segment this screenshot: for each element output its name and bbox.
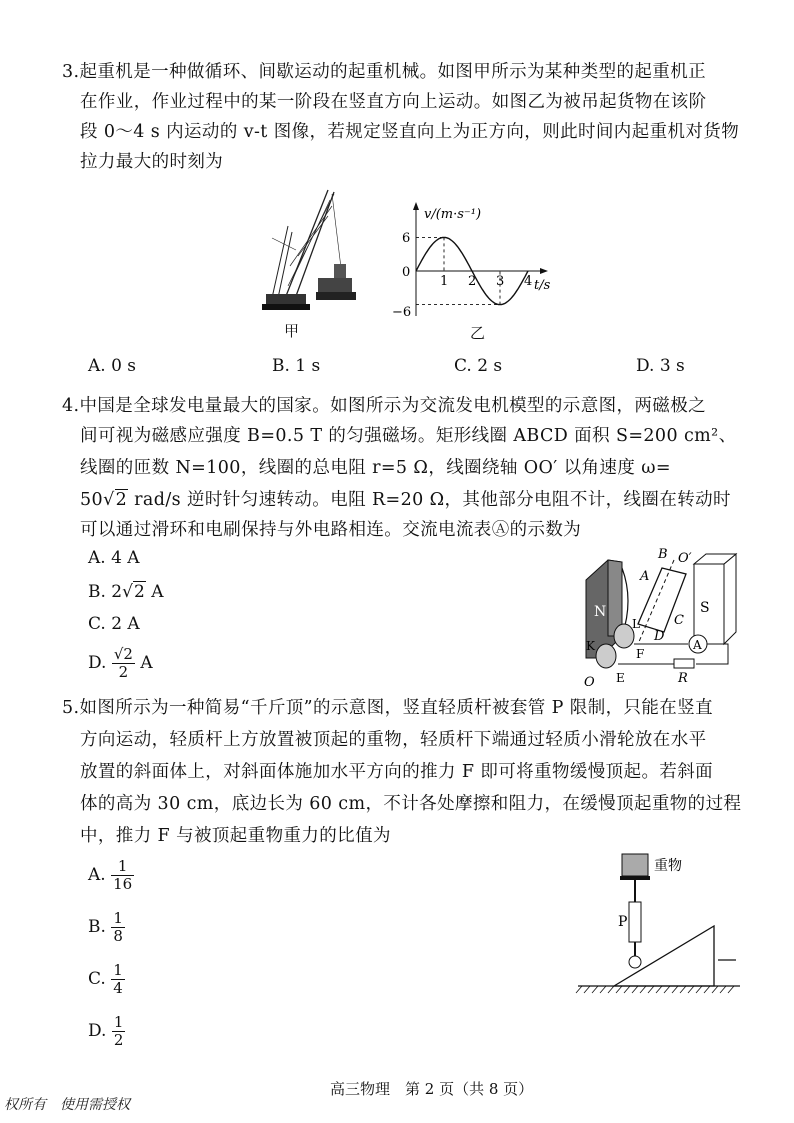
fraction-numerator: 1 bbox=[113, 961, 123, 979]
hatch-mark bbox=[688, 986, 694, 993]
q5-option-c bbox=[88, 962, 125, 997]
hatch-mark bbox=[720, 986, 726, 993]
hatch-mark bbox=[664, 986, 670, 993]
fraction-denominator: 2 bbox=[113, 1031, 124, 1049]
slip-ring-upper bbox=[614, 624, 634, 648]
q4-option-d-label: D. bbox=[88, 653, 107, 673]
y-tick-label-0: 0 bbox=[402, 265, 411, 280]
x-axis-arrow bbox=[540, 268, 548, 274]
q3-option-d: D. 3 s bbox=[636, 356, 685, 376]
weight-plate bbox=[620, 876, 650, 880]
fraction-denominator: 4 bbox=[113, 979, 123, 997]
hatch-mark bbox=[616, 986, 622, 993]
fraction bbox=[111, 962, 125, 997]
q4-option-b-unit: A bbox=[145, 582, 164, 602]
q4-option-b-prefix: B. 2 bbox=[88, 582, 123, 602]
vt-chart bbox=[366, 196, 556, 326]
q5-option-d bbox=[88, 1014, 125, 1049]
label-r: R bbox=[678, 671, 688, 686]
hatch-mark bbox=[592, 986, 598, 993]
sqrt-radicand: 2 bbox=[123, 645, 133, 663]
fig-label-yi: 乙 bbox=[470, 324, 486, 342]
pulley bbox=[629, 956, 641, 968]
x-tick-label-3: 3 bbox=[496, 274, 505, 289]
sqrt-radicand: 2 bbox=[133, 582, 145, 602]
label-f: F bbox=[636, 647, 645, 661]
label-l: L bbox=[632, 617, 640, 631]
hatch-mark bbox=[704, 986, 710, 993]
q3-option-a: A. 0 s bbox=[88, 356, 137, 376]
x-tick-label-1: 1 bbox=[440, 274, 449, 289]
fraction bbox=[111, 858, 134, 893]
jack-diagram bbox=[574, 850, 744, 1000]
hatch-mark bbox=[624, 986, 630, 993]
hatch-mark bbox=[584, 986, 590, 993]
fraction-numerator: 1 bbox=[111, 858, 134, 876]
q3-line-4: 拉力最大的时刻为 bbox=[80, 152, 224, 172]
x-tick-label-2: 2 bbox=[468, 274, 477, 289]
q3-line-1: 3.起重机是一种做循环、间歇运动的起重机械。如图甲所示为某种类型的起重机正 bbox=[62, 62, 706, 82]
x-tick-label-4: 4 bbox=[524, 274, 533, 289]
q4-option-c: C. 2 A bbox=[88, 614, 140, 634]
hatch-mark bbox=[672, 986, 678, 993]
label-e: E bbox=[616, 671, 625, 685]
y-axis-label: v/(m·s⁻¹) bbox=[424, 207, 482, 222]
sqrt-expression: √2 bbox=[103, 490, 128, 510]
q4-line-5: 可以通过滑环和电刷保持与外电路相连。交流电流表Ⓐ的示数为 bbox=[80, 520, 582, 540]
q4-line-4-rest: rad/s 逆时针匀速转动。电阻 R=20 Ω，其他部分电阻不计，线圈在转动时 bbox=[128, 490, 731, 510]
q3-option-b: B. 1 s bbox=[272, 356, 321, 376]
hatch-mark bbox=[600, 986, 606, 993]
q5-line-5: 中，推力 F 与被顶起重物重力的比值为 bbox=[80, 826, 391, 846]
y-tick-label-6: 6 bbox=[402, 231, 411, 246]
label-ammeter: A bbox=[693, 638, 702, 652]
page-footer: 高三物理 第 2 页（共 8 页） bbox=[330, 1080, 534, 1098]
label-c: C bbox=[674, 613, 684, 628]
option-label: A. bbox=[88, 865, 106, 885]
hatch-mark bbox=[696, 986, 702, 993]
q3-line-3: 段 0～4 s 内运动的 v-t 图像，若规定竖直向上为正方向，则此时间内起重机对货物 bbox=[80, 122, 740, 142]
x-axis-label: t/s bbox=[534, 278, 551, 293]
fraction bbox=[112, 1014, 126, 1049]
fraction-denominator: 8 bbox=[113, 927, 123, 945]
fraction-denominator: 2 bbox=[118, 663, 129, 681]
weight-block bbox=[622, 854, 648, 876]
option-label: B. bbox=[88, 917, 106, 937]
sqrt-expression: √2 bbox=[122, 582, 145, 602]
q3-option-c: C. 2 s bbox=[454, 356, 503, 376]
sqrt-radicand: 2 bbox=[115, 490, 128, 510]
hatch-mark bbox=[632, 986, 638, 993]
q4-option-a: A. 4 A bbox=[88, 548, 140, 568]
y-tick-label-neg6: −6 bbox=[392, 305, 412, 320]
fraction bbox=[111, 910, 125, 945]
q5-line-3: 放置的斜面体上，对斜面体施加水平方向的推力 F 即可将重物缓慢顶起。若斜面 bbox=[80, 762, 714, 782]
q5-option-b bbox=[88, 910, 125, 945]
label-d: D bbox=[654, 629, 665, 644]
q4-line-4-prefix: 50 bbox=[80, 490, 104, 510]
q4-option-d-unit: A bbox=[134, 653, 153, 673]
q4-line-2: 间可视为磁感应强度 B=0.5 T 的匀强磁场。矩形线圈 ABCD 面积 S=200 cm²、 bbox=[80, 426, 737, 446]
q4-option-d bbox=[88, 646, 153, 681]
resistor bbox=[674, 659, 694, 668]
sleeve-p bbox=[629, 902, 641, 942]
label-p: P bbox=[618, 914, 628, 930]
option-label: C. bbox=[88, 969, 106, 989]
q5-line-1: 5.如图所示为一种简易“千斤顶”的示意图，竖直轻质杆被套管 P 限制，只能在竖直 bbox=[62, 698, 713, 718]
hatch-mark bbox=[680, 986, 686, 993]
label-n: N bbox=[594, 604, 607, 620]
label-b: B bbox=[658, 547, 668, 562]
hatch-mark bbox=[576, 986, 582, 993]
generator-diagram bbox=[578, 540, 748, 690]
hatch-mark bbox=[728, 986, 734, 993]
q3-line-2: 在作业，作业过程中的某一阶段在竖直方向上运动。如图乙为被吊起货物在该阶 bbox=[80, 92, 707, 112]
q5-option-a bbox=[88, 858, 134, 893]
label-k: K bbox=[586, 639, 595, 653]
hatch-mark bbox=[648, 986, 654, 993]
hatch-mark bbox=[656, 986, 662, 993]
label-weight: 重物 bbox=[654, 858, 682, 874]
slip-ring-lower bbox=[596, 644, 616, 668]
s-magnet-side bbox=[724, 554, 736, 644]
fraction bbox=[112, 646, 135, 681]
hatch-mark bbox=[640, 986, 646, 993]
ground-hatching bbox=[576, 986, 734, 993]
label-o: O bbox=[584, 675, 595, 690]
fraction-numerator: √2 bbox=[113, 645, 133, 663]
y-axis-arrow bbox=[413, 202, 419, 210]
q4-option-b bbox=[88, 582, 163, 602]
label-a: A bbox=[640, 569, 650, 584]
hatch-mark bbox=[712, 986, 718, 993]
fig-label-jia: 甲 bbox=[284, 322, 300, 340]
fraction-denominator: 16 bbox=[113, 875, 133, 893]
watermark-text: 权所有 使用需授权 bbox=[4, 1097, 130, 1113]
fraction-numerator: 1 bbox=[113, 909, 123, 927]
fraction-numerator: 1 bbox=[113, 1013, 124, 1031]
q4-line-1: 4.中国是全球发电量最大的国家。如图所示为交流发电机模型的示意图，两磁极之 bbox=[62, 396, 706, 416]
crane-image bbox=[258, 186, 358, 316]
option-label: D. bbox=[88, 1021, 107, 1041]
q4-line-4 bbox=[80, 486, 731, 511]
label-s: S bbox=[700, 600, 710, 616]
hatch-mark bbox=[608, 986, 614, 993]
q4-line-3: 线圈的匝数 N=100，线圈的总电阻 r=5 Ω，线圈绕轴 OO′ 以角速度 ω= bbox=[80, 458, 671, 478]
q5-line-4: 体的高为 30 cm，底边长为 60 cm，不计各处摩擦和阻力，在缓慢顶起重物的过程 bbox=[80, 794, 742, 814]
label-o-prime: O′ bbox=[678, 551, 692, 566]
q5-line-2: 方向运动，轻质杆上方放置被顶起的重物，轻质杆下端通过轻质小滑轮放在水平 bbox=[80, 730, 707, 750]
